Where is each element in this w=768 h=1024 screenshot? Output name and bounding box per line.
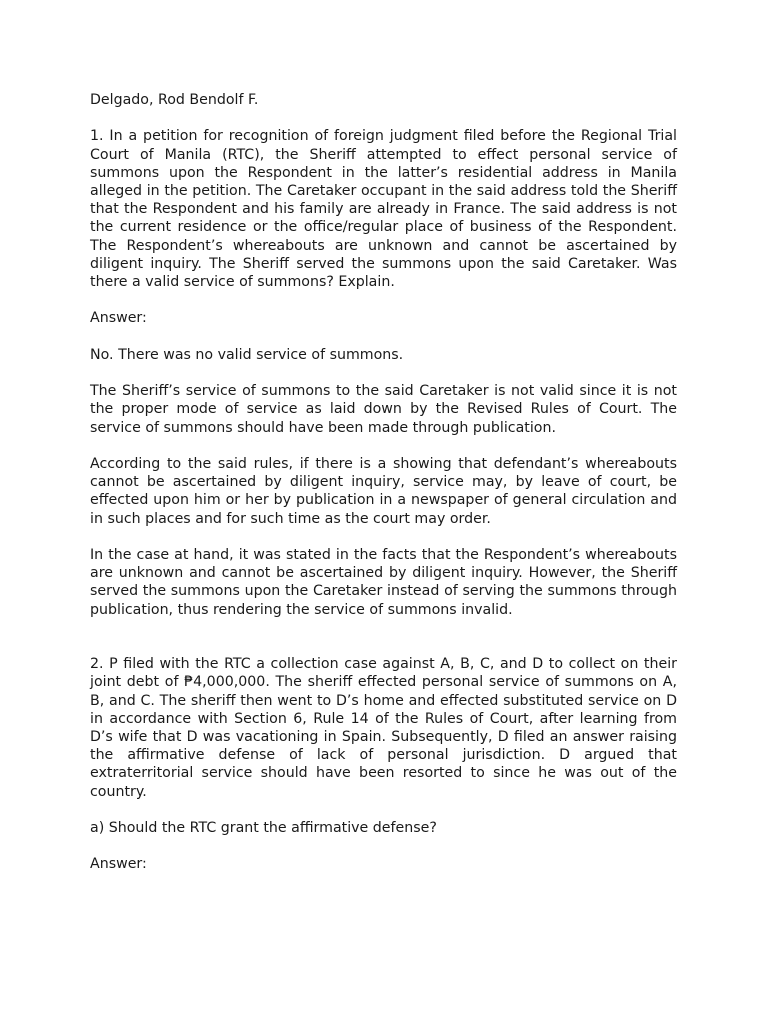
answer-2-label: Answer: bbox=[90, 856, 147, 873]
answer-1-paragraph: In the case at hand, it was stated in the facts that the Respondent’s whereabouts are unknown and cannot be ascertained by diligent inquiry. However, the Sheriff served the summons upon the Caretaker instead of serving the summons through publication, thus rendering the service of summons invalid. bbox=[90, 546, 677, 618]
question-1: 1. In a petition for recognition of foreign judgment filed before the Regional Trial Court of Manila (RTC), the Sheriff attempted to effect personal service of summons upon the Respondent in the latter’s residential address in Manila alleged in the petition. The Caretaker occupant in the said address told the Sheriff that the Respondent and his family are already in France. The said address is not the current residence or the office/regular place of business of the Respondent. The Respondent’s whereabouts are unknown and cannot be ascertained by diligent inquiry. The Sheriff served the summons upon the said Caretaker. Was there a valid service of summons? Explain. bbox=[90, 128, 677, 291]
question-2-sub-a: a) Should the RTC grant the affirmative defense? bbox=[90, 820, 437, 836]
answer-1-paragraph: No. There was no valid service of summons. bbox=[90, 346, 404, 363]
answer-1-paragraph: According to the said rules, if there is a showing that defendant’s whereabouts cannot be ascertained by diligent inquiry, service may, by leave of court, be effected upon him or her by publication in a newspaper of general circulation and in such places and for such time as the court may order. bbox=[90, 455, 677, 527]
author-name: Delgado, Rod Bendolf F. bbox=[90, 92, 259, 108]
answer-1-label: Answer: bbox=[90, 310, 147, 327]
document-page bbox=[90, 91, 677, 892]
answer-1-paragraph: The Sheriff’s service of summons to the said Caretaker is not valid since it is not the proper mode of service as laid down by the Revised Rules of Court. The service of summons should have been made through publication. bbox=[90, 383, 677, 436]
question-2: 2. P filed with the RTC a collection case against A, B, C, and D to collect on their joint debt of ₱4,000,000. The sheriff effected personal service of summons on A, B, and C. The sheriff then went to D’s home and effected substituted service on D in accordance with Section 6, Rule 14 of the Rules of Court, after learning from D’s wife that D was vacationing in Spain. Subsequently, D filed an answer raising the affirmative defense of lack of personal jurisdiction. D argued that extraterritorial service should have been resorted to since he was out of the country. bbox=[90, 656, 677, 800]
